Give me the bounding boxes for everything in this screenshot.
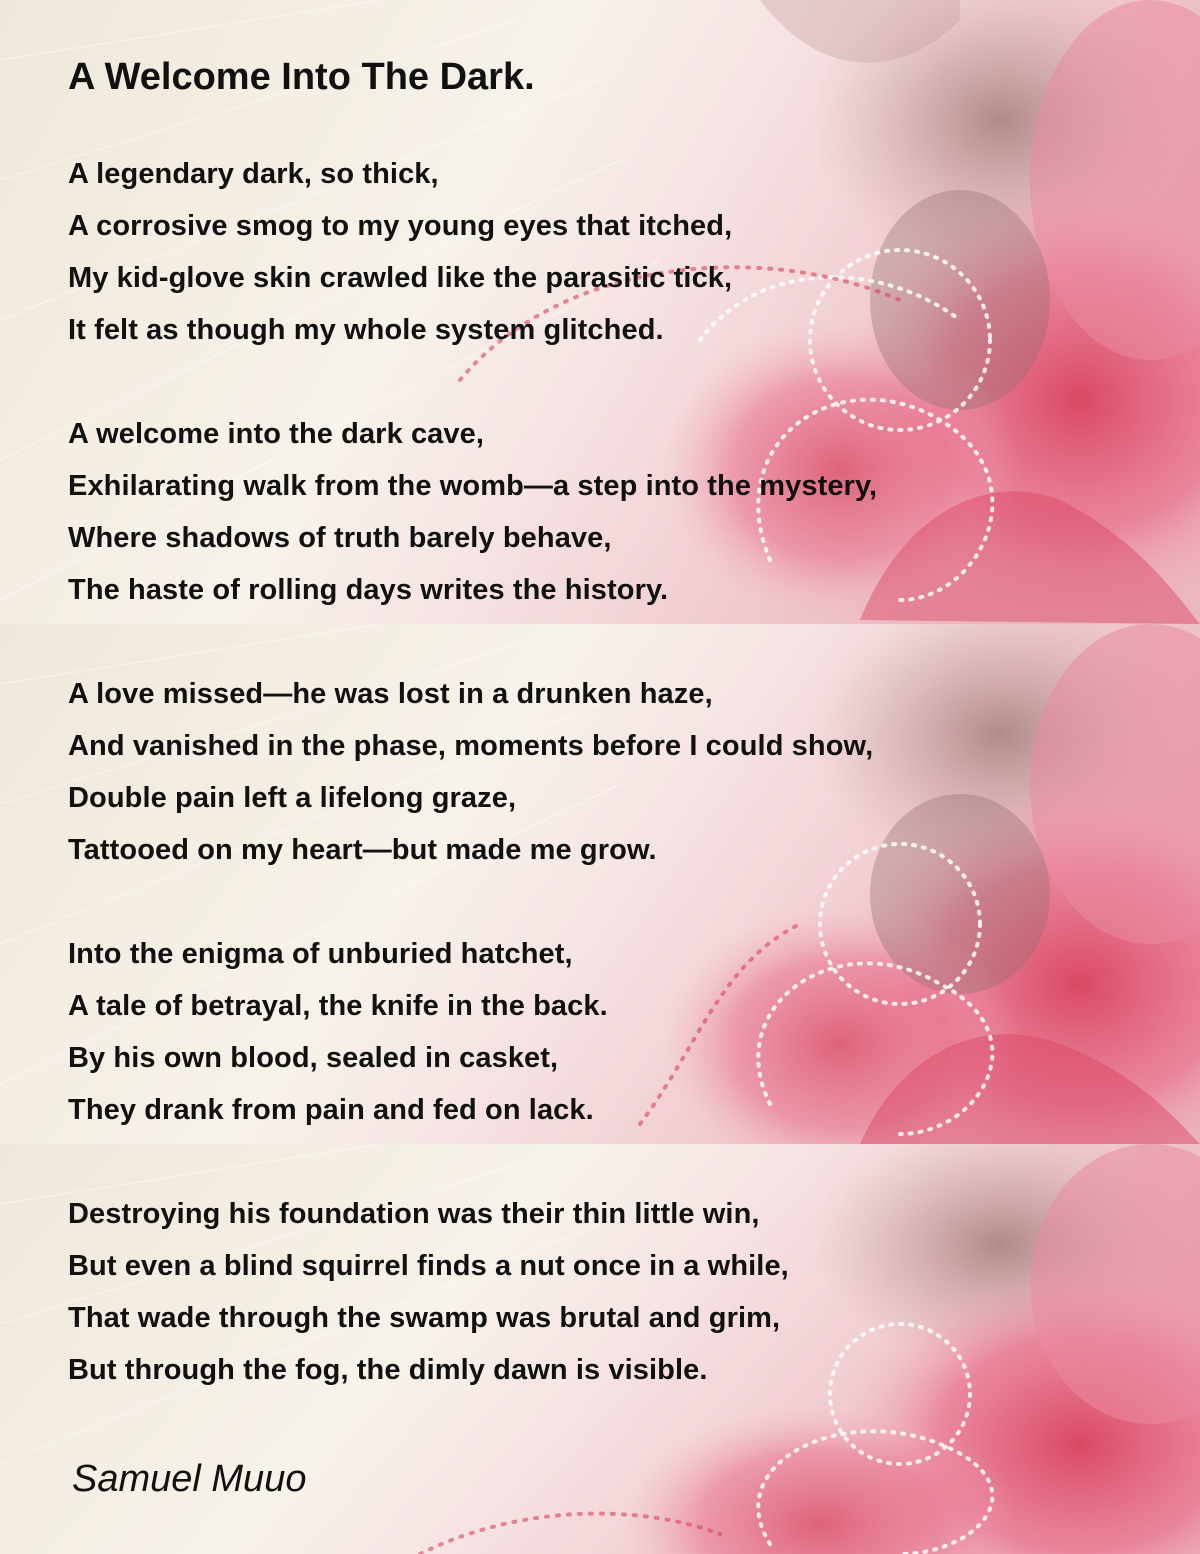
- poem-line: Double pain left a lifelong graze,: [68, 782, 517, 814]
- poem-line: A love missed—he was lost in a drunken haze,: [68, 678, 713, 710]
- poem-line: Into the enigma of unburied hatchet,: [68, 938, 573, 970]
- poem-line: A tale of betrayal, the knife in the back.: [68, 990, 608, 1022]
- poem-line: But through the fog, the dimly dawn is visible.: [68, 1354, 708, 1386]
- poem-line: By his own blood, sealed in casket,: [68, 1042, 559, 1074]
- poem-line: They drank from pain and fed on lack.: [68, 1094, 594, 1126]
- poem-line: That wade through the swamp was brutal and grim,: [68, 1302, 781, 1334]
- poem-line: Where shadows of truth barely behave,: [68, 522, 612, 554]
- poem-line: A corrosive smog to my young eyes that itched,: [68, 210, 733, 242]
- poem-line: Tattooed on my heart—but made me grow.: [68, 834, 657, 866]
- poem-title: A Welcome Into The Dark.: [68, 56, 535, 98]
- poem-line: Destroying his foundation was their thin little win,: [68, 1198, 760, 1230]
- poem-line: The haste of rolling days writes the history.: [68, 574, 669, 606]
- poem-line: And vanished in the phase, moments before I could show,: [68, 730, 874, 762]
- poem-line: A legendary dark, so thick,: [68, 158, 439, 190]
- poem-line: My kid-glove skin crawled like the parasitic tick,: [68, 262, 733, 294]
- poem-line: Exhilarating walk from the womb—a step into the mystery,: [68, 470, 878, 502]
- poem-line: It felt as though my whole system glitched.: [68, 314, 664, 346]
- poem-line: But even a blind squirrel finds a nut once in a while,: [68, 1250, 789, 1282]
- poem-line: A welcome into the dark cave,: [68, 418, 485, 450]
- poem-author: Samuel Muuo: [72, 1458, 307, 1500]
